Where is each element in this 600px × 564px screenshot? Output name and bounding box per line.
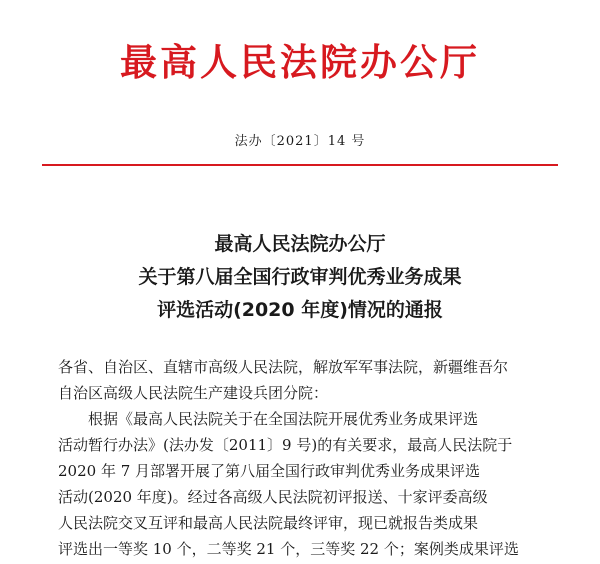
body-line: 活动暂行办法》(法办发〔2011〕9 号)的有关要求，最高人民法院于 <box>58 436 513 454</box>
body-line: 根据《最高人民法院关于在全国法院开展优秀业务成果评选 <box>88 410 479 428</box>
title-line: 最高人民法院办公厅 <box>214 233 386 255</box>
document-body <box>58 354 558 562</box>
addressee-line: 自治区高级人民法院生产建设兵团分院： <box>58 384 329 402</box>
title-line: 评选活动(2020 年度)情况的通报 <box>157 299 443 321</box>
body-line: 活动(2020 年度)。经过各高级人民法院初评报送、十家评委高级 <box>58 488 488 506</box>
red-divider-line <box>42 164 558 166</box>
document-title <box>0 228 600 327</box>
body-line: 评选出一等奖 10 个，二等奖 21 个，三等奖 22 个；案例类成果评选 <box>58 540 519 558</box>
body-line: 人民法院交叉互评和最高人民法院最终评审，现已就报告类成果 <box>58 514 479 532</box>
body-line: 2020 年 7 月部署开展了第八届全国行政审判优秀业务成果评选 <box>58 462 481 480</box>
addressee-line: 各省、自治区、直辖市高级人民法院，解放军军事法院，新疆维吾尔 <box>58 358 509 376</box>
document-number: 法办〔2021〕14 号 <box>234 134 366 149</box>
title-line: 关于第八届全国行政审判优秀业务成果 <box>138 266 462 288</box>
org-header: 最高人民法院办公厅 <box>120 41 480 84</box>
